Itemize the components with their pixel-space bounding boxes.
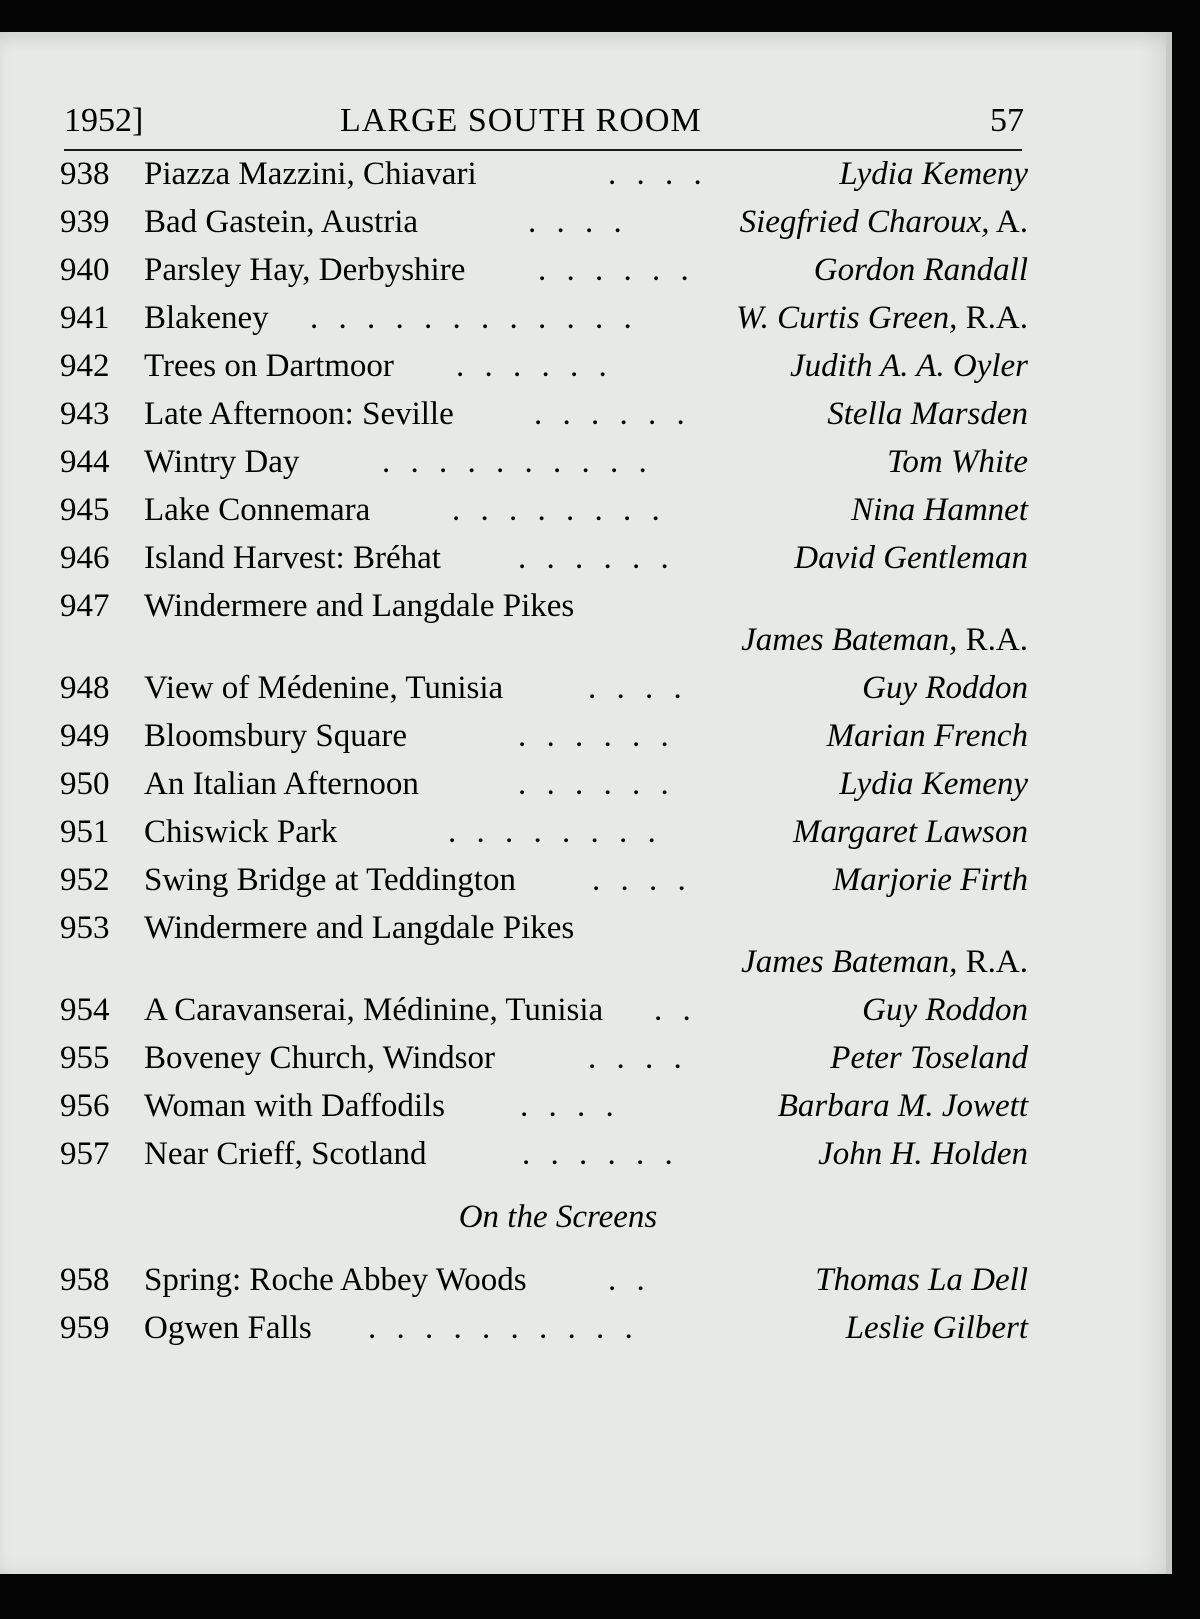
entry-artist bbox=[830, 1034, 1028, 1082]
artist-name: Stella Marsden bbox=[827, 396, 1028, 432]
artist-name: Peter Toseland bbox=[830, 1040, 1028, 1076]
entry-number: 956 bbox=[60, 1088, 110, 1124]
artist-name: John H. Holden bbox=[818, 1136, 1028, 1172]
leader-dots: . . . . bbox=[588, 1040, 688, 1076]
entry-title: Boveney Church, Windsor bbox=[144, 1040, 495, 1076]
leader-dots: . . . . bbox=[520, 1088, 620, 1124]
artist-name: Siegfried Charoux, bbox=[739, 204, 990, 240]
leader-dots: . . . . . . . . bbox=[452, 492, 666, 528]
catalogue-entry bbox=[48, 712, 1028, 760]
leader-dots: . . . . . . bbox=[518, 540, 675, 576]
artist-name: Marjorie Firth bbox=[832, 862, 1028, 898]
artist-name: Lydia Kemeny bbox=[839, 156, 1028, 192]
entry-artist bbox=[887, 438, 1028, 486]
entry-artist bbox=[741, 616, 1028, 664]
entry-artist bbox=[741, 938, 1028, 986]
entry-list bbox=[48, 150, 1028, 1352]
entry-artist bbox=[827, 390, 1028, 438]
entry-title: Bad Gastein, Austria bbox=[144, 204, 419, 240]
artist-name: Tom White bbox=[887, 444, 1028, 480]
entry-title: Island Harvest: Bréhat bbox=[144, 540, 441, 576]
artist-name: Barbara M. Jowett bbox=[777, 1088, 1028, 1124]
page-header bbox=[64, 96, 1024, 146]
catalogue-entry bbox=[48, 582, 1028, 664]
entry-title: Trees on Dartmoor bbox=[144, 348, 394, 384]
entry-artist bbox=[846, 1304, 1028, 1352]
artist-suffix: R.A. bbox=[957, 300, 1028, 336]
entry-title: Blakeney bbox=[144, 300, 269, 336]
catalogue-entry bbox=[48, 664, 1028, 712]
entry-artist bbox=[827, 712, 1028, 760]
leader-dots: . . . . . . . . . . bbox=[382, 444, 653, 480]
catalogue-entry bbox=[48, 198, 1028, 246]
artist-name: David Gentleman bbox=[794, 540, 1028, 576]
leader-dots: . . . . . . . . bbox=[448, 814, 662, 850]
catalogue-entry bbox=[48, 1130, 1028, 1178]
artist-name: Margaret Lawson bbox=[793, 814, 1028, 850]
catalogue-entry bbox=[48, 150, 1028, 198]
catalogue-entry bbox=[48, 760, 1028, 808]
leader-dots: . . . . . . bbox=[534, 396, 691, 432]
artist-name: Thomas La Dell bbox=[815, 1262, 1028, 1298]
entry-number: 945 bbox=[60, 492, 110, 528]
catalogue-entry bbox=[48, 856, 1028, 904]
entry-number: 955 bbox=[60, 1040, 110, 1076]
entry-number: 949 bbox=[60, 718, 110, 754]
catalogue-entry bbox=[48, 294, 1028, 342]
entry-title: Spring: Roche Abbey Woods bbox=[144, 1262, 527, 1298]
catalogue-entry bbox=[48, 342, 1028, 390]
entry-number: 951 bbox=[60, 814, 110, 850]
entry-artist bbox=[833, 856, 1028, 904]
entry-title: Woman with Daffodils bbox=[144, 1088, 446, 1124]
entry-number: 942 bbox=[60, 348, 110, 384]
header-year: 1952] bbox=[64, 102, 144, 139]
entry-number: 947 bbox=[60, 588, 110, 624]
entry-title: Near Crieff, Scotland bbox=[144, 1136, 427, 1172]
catalogue-entry bbox=[48, 986, 1028, 1034]
entry-number: 941 bbox=[60, 300, 110, 336]
entry-number: 939 bbox=[60, 204, 110, 240]
entry-title: Windermere and Langdale Pikes bbox=[144, 910, 575, 946]
header-page-number: 57 bbox=[990, 102, 1024, 139]
leader-dots: . . . . . . bbox=[518, 718, 675, 754]
entry-artist bbox=[839, 760, 1028, 808]
header-room-title: LARGE SOUTH ROOM bbox=[340, 102, 702, 139]
artist-name: Leslie Gilbert bbox=[845, 1310, 1028, 1346]
entry-title: Wintry Day bbox=[144, 444, 300, 480]
entry-artist bbox=[736, 294, 1028, 342]
catalogue-entry bbox=[48, 1082, 1028, 1130]
entry-number: 944 bbox=[60, 444, 110, 480]
artist-name: Guy Roddon bbox=[862, 670, 1028, 706]
entry-number: 959 bbox=[60, 1310, 110, 1346]
catalogue-entry bbox=[48, 486, 1028, 534]
entry-number: 958 bbox=[60, 1262, 110, 1298]
entry-title: Chiswick Park bbox=[144, 814, 338, 850]
entry-artist bbox=[818, 1130, 1028, 1178]
leader-dots: . . . . bbox=[608, 156, 708, 192]
entry-title: Piazza Mazzini, Chiavari bbox=[144, 156, 477, 192]
catalogue-entry bbox=[48, 1034, 1028, 1082]
entry-title: A Caravanserai, Médinine, Tunisia bbox=[144, 992, 604, 1028]
entry-number: 952 bbox=[60, 862, 110, 898]
entry-artist bbox=[814, 246, 1028, 294]
entry-title: Parsley Hay, Derbyshire bbox=[144, 252, 466, 288]
entry-title: Ogwen Falls bbox=[144, 1310, 312, 1346]
catalogue-entry bbox=[48, 904, 1028, 986]
entry-number: 950 bbox=[60, 766, 110, 802]
entry-artist bbox=[794, 534, 1028, 582]
artist-name: James Bateman, bbox=[741, 622, 958, 658]
catalogue-entry bbox=[48, 1304, 1028, 1352]
entry-number: 948 bbox=[60, 670, 110, 706]
entry-artist bbox=[839, 150, 1028, 198]
section-heading: On the Screens bbox=[458, 1199, 658, 1235]
leader-dots: . . . . . . . . . . bbox=[368, 1310, 639, 1346]
entry-artist bbox=[815, 1256, 1028, 1304]
leader-dots: . . . . . . bbox=[518, 766, 675, 802]
catalogue-entry bbox=[48, 438, 1028, 486]
entry-title: Lake Connemara bbox=[144, 492, 371, 528]
entry-title: Swing Bridge at Teddington bbox=[144, 862, 516, 898]
entry-title: An Italian Afternoon bbox=[144, 766, 419, 802]
entry-title: View of Médenine, Tunisia bbox=[144, 670, 504, 706]
artist-name: Gordon Randall bbox=[813, 252, 1028, 288]
catalogue-entry bbox=[48, 808, 1028, 856]
catalogue-entry bbox=[48, 390, 1028, 438]
artist-name: Judith A. A. Oyler bbox=[790, 348, 1028, 384]
entry-artist bbox=[862, 664, 1028, 712]
entry-number: 953 bbox=[60, 910, 110, 946]
leader-dots: . . . . bbox=[588, 670, 688, 706]
artist-name: Guy Roddon bbox=[862, 992, 1028, 1028]
catalogue-entry bbox=[48, 1256, 1028, 1304]
artist-name: Lydia Kemeny bbox=[839, 766, 1028, 802]
leader-dots: . . bbox=[654, 992, 697, 1028]
leader-dots: . . . . . . bbox=[538, 252, 695, 288]
entry-artist bbox=[862, 986, 1028, 1034]
entry-artist bbox=[778, 1082, 1028, 1130]
leader-dots: . . . . . . bbox=[456, 348, 613, 384]
leader-dots: . . bbox=[608, 1262, 651, 1298]
catalogue-entry bbox=[48, 246, 1028, 294]
catalogue-entry bbox=[48, 534, 1028, 582]
artist-name: James Bateman, bbox=[741, 944, 958, 980]
artist-name: Marian French bbox=[826, 718, 1028, 754]
entry-number: 946 bbox=[60, 540, 110, 576]
entry-artist bbox=[851, 486, 1028, 534]
entry-number: 954 bbox=[60, 992, 110, 1028]
entry-artist bbox=[740, 198, 1028, 246]
artist-suffix: A. bbox=[989, 204, 1028, 240]
leader-dots: . . . . bbox=[592, 862, 692, 898]
entry-number: 938 bbox=[60, 156, 110, 192]
entry-artist bbox=[793, 808, 1028, 856]
artist-name: Nina Hamnet bbox=[851, 492, 1028, 528]
page-edge bbox=[1166, 32, 1172, 1574]
artist-name: W. Curtis Green, bbox=[736, 300, 958, 336]
entry-artist bbox=[790, 342, 1028, 390]
entry-number: 957 bbox=[60, 1136, 110, 1172]
entry-number: 940 bbox=[60, 252, 110, 288]
entry-title: Bloomsbury Square bbox=[144, 718, 408, 754]
entry-number: 943 bbox=[60, 396, 110, 432]
leader-dots: . . . . . . bbox=[522, 1136, 679, 1172]
entry-title: Late Afternoon: Seville bbox=[144, 396, 454, 432]
artist-suffix: R.A. bbox=[957, 622, 1028, 658]
artist-suffix: R.A. bbox=[957, 944, 1028, 980]
leader-dots: . . . . . . . . . . . . bbox=[310, 300, 638, 336]
entry-title: Windermere and Langdale Pikes bbox=[144, 588, 575, 624]
leader-dots: . . . . bbox=[528, 204, 628, 240]
